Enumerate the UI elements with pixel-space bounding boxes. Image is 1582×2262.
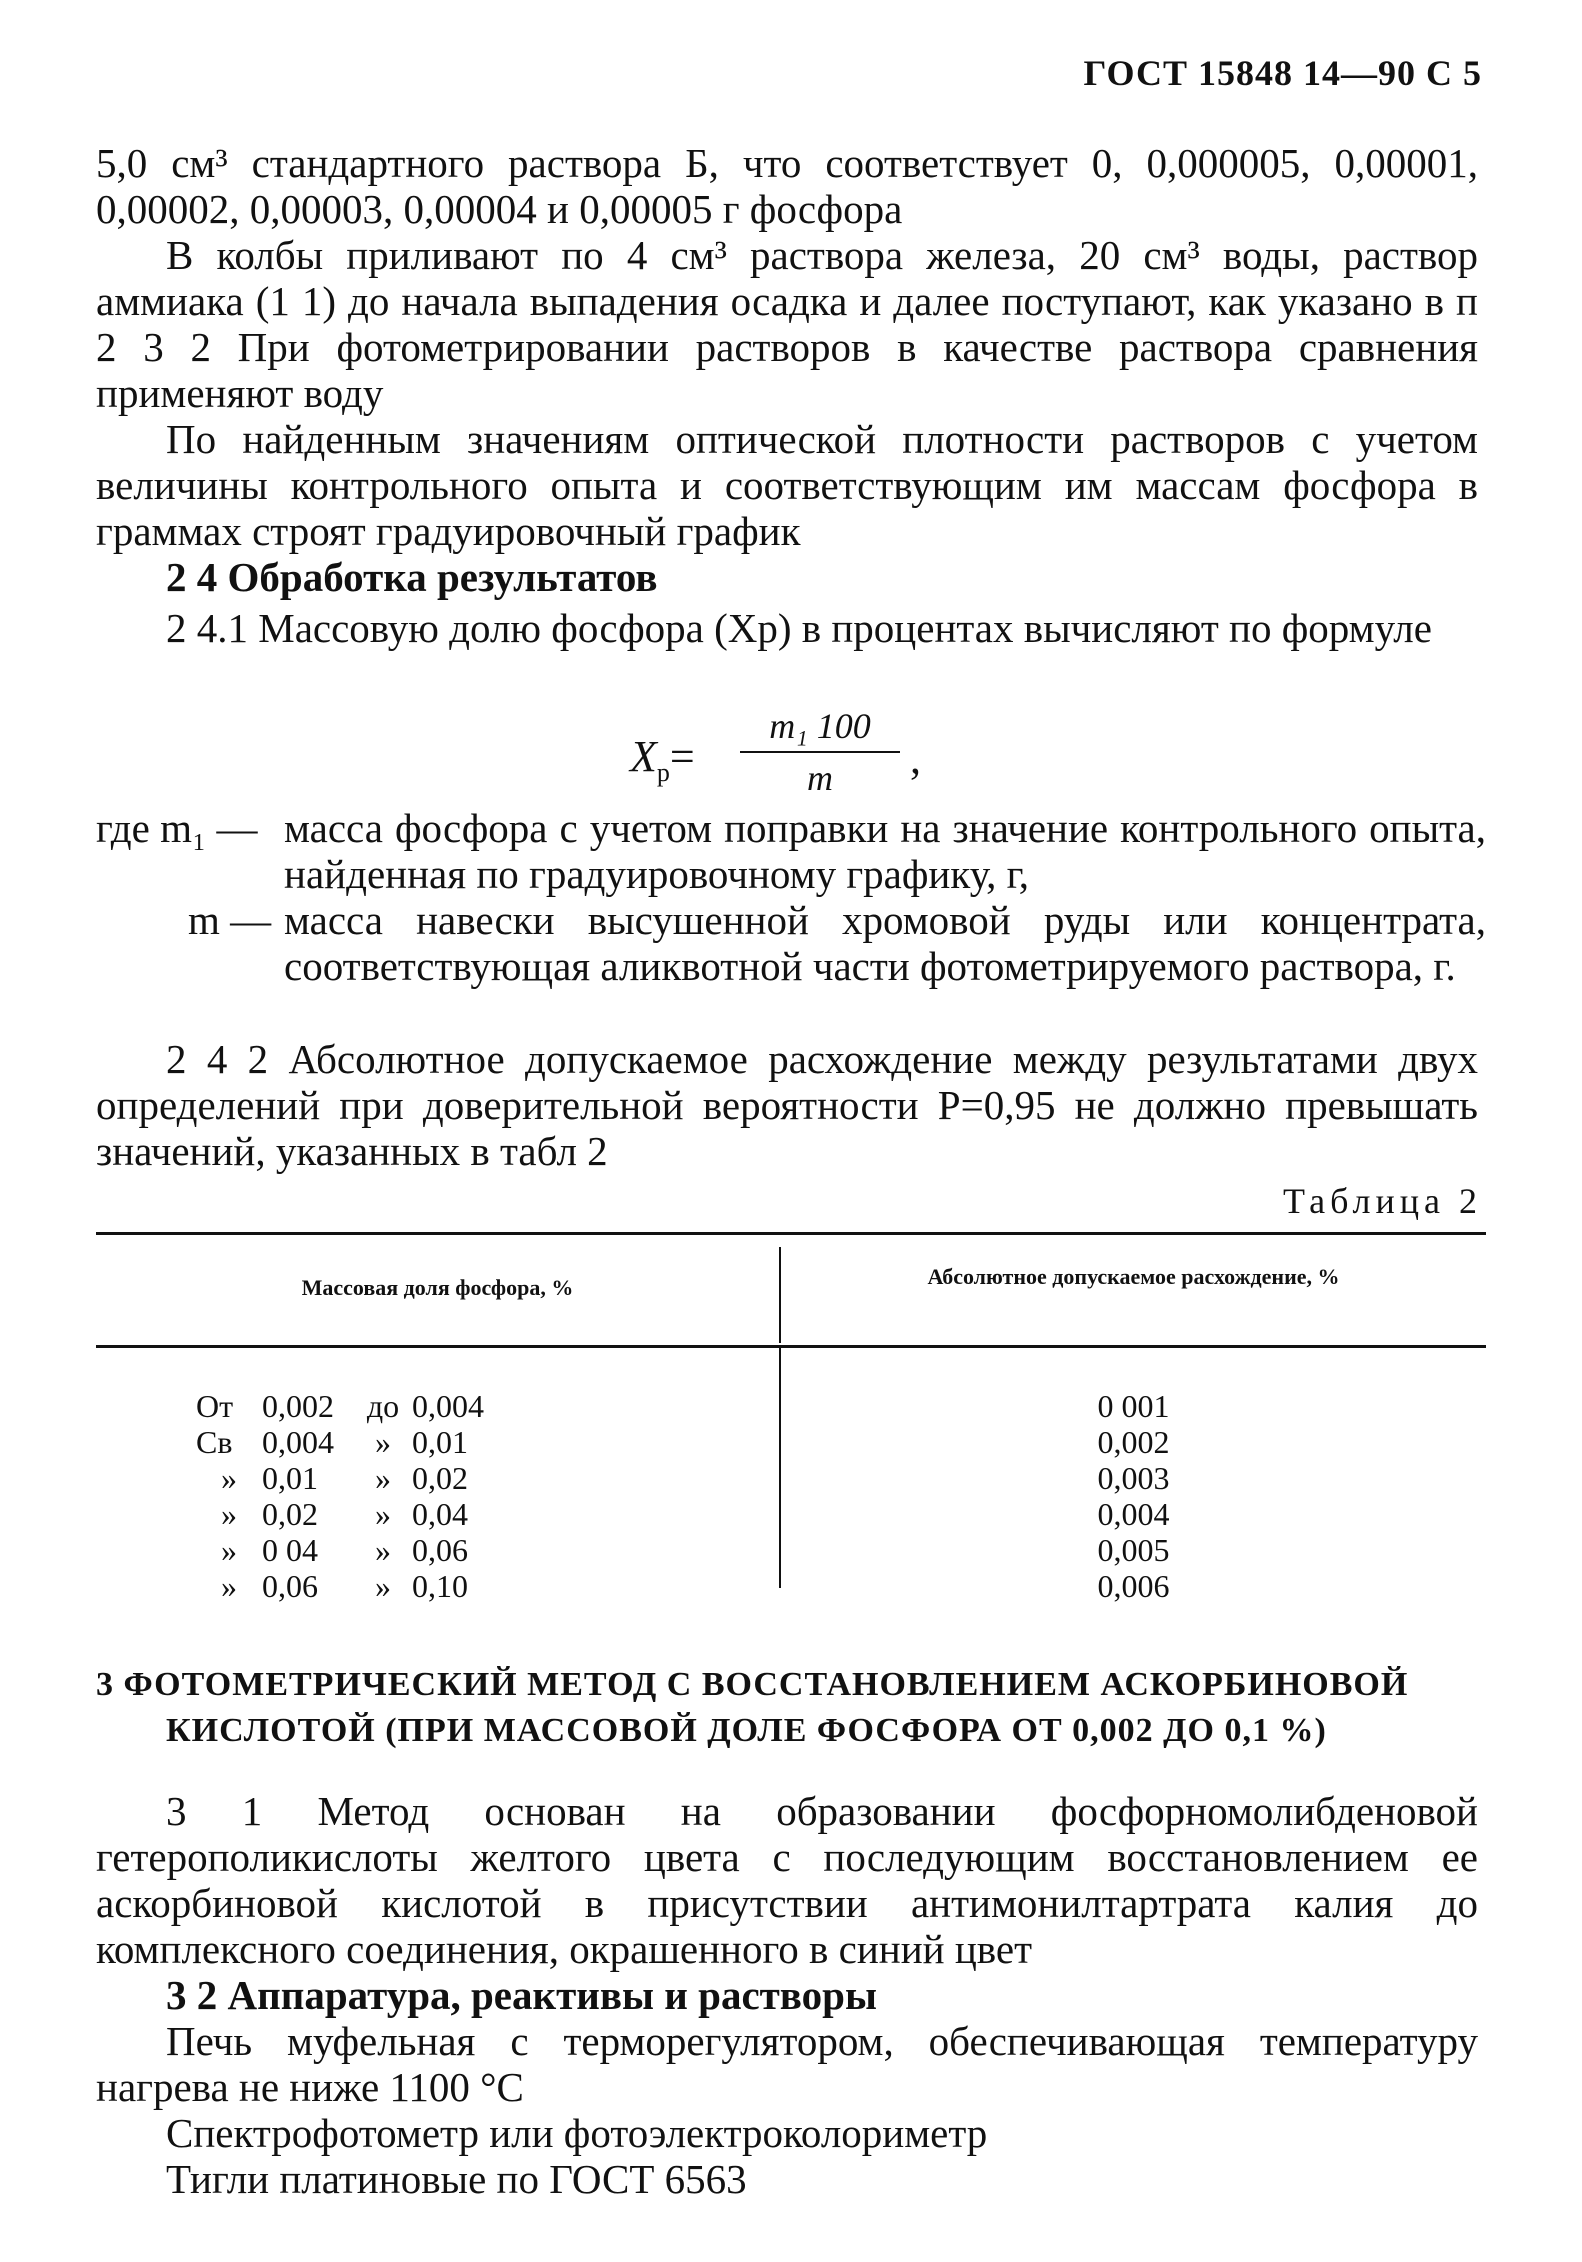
formula-numerator: m₁ 100 (769, 706, 871, 746)
formula-definitions (96, 805, 1486, 989)
definition-m (96, 897, 1486, 989)
table-header-tolerance: Абсолютное допускаемое расхождение, % (927, 1264, 1340, 1289)
subsection-title-results: 2 4 Обработка результатов (166, 554, 658, 600)
table-caption: Таблица 2 (1283, 1181, 1482, 1221)
table-row: » 0 04 » 0,06 0,005 (221, 1532, 1170, 1568)
subsection-title-apparatus: 3 2 Аппаратура, реактивы и растворы (166, 1972, 877, 2018)
paragraph-flask-procedure: В колбы приливают по 4 см³ раствора железа, 20 см³ воды, раствор аммиака (1 1) до начала выпадения осадка и далее поступают, как указано в п 2 3 2 При фотометрировании растворов в качестве раствора сравнения применяют воду (96, 232, 1478, 416)
paragraph-tolerance: 2 4 2 Абсолютное допускаемое расхождение между результатами двух определений при доверительной вероятности P=0,95 не должно превышать значений, указанных в табл 2 (96, 1036, 1478, 1174)
paragraph-platinum-crucibles: Тигли платиновые по ГОСТ 6563 (166, 2156, 747, 2202)
table-row: От 0,002 до 0,004 0 001 (196, 1388, 1170, 1424)
section-3-title-line-1: 3 ФОТОМЕТРИЧЕСКИЙ МЕТОД С ВОССТАНОВЛЕНИЕМ АСКОРБИНОВОЙ (96, 1666, 1409, 1703)
table-header (96, 1235, 1486, 1345)
table-row: » 0,02 » 0,04 0,004 (221, 1496, 1170, 1532)
formula-comma: , (910, 734, 921, 783)
paragraph-muffle-furnace: Печь муфельная с терморегулятором, обеспечивающая температуру нагрева не ниже 1100 °С (96, 2018, 1478, 2110)
definition-text: масса навески высушенной хромовой руды или концентрата, соответствующая аликвотной части фотометрируемого раствора, г. (284, 897, 1486, 989)
definition-m1 (96, 805, 1486, 897)
table-body (96, 1348, 1486, 1628)
fraction-bar (740, 751, 900, 753)
definition-text: масса фосфора с учетом поправки на значение контрольного опыта, найденная по градуировочному графику, г, (284, 805, 1486, 897)
table-column-divider (779, 1247, 781, 1343)
page-header: ГОСТ 15848 14—90 С 5 (1083, 53, 1482, 93)
definition-label: где m₁ — (96, 805, 258, 851)
definition-label: m — (188, 897, 272, 943)
paragraph-calibration-graph: По найденным значениям оптической плотности растворов с учетом величины контрольного опыта и соответствующим им массам фосфора в граммах строят градуировочный график (96, 416, 1478, 554)
paragraph-spectrophotometer: Спектрофотометр или фотоэлектроколориметр (166, 2110, 988, 2156)
paragraph-method-basis: 3 1 Метод основан на образовании фосфорномолибденовой гетерополикислоты желтого цвета с последующим восстановлением ее аскорбиновой кислотой в присутствии антимонилтартрата калия до комплексного соединения, окрашенного в синий цвет (96, 1788, 1478, 1972)
table-header-mass-fraction: Массовая доля фосфора, % (301, 1275, 574, 1300)
formula-lhs: $X_р=$ (630, 732, 695, 787)
paragraph-standard-solution: 5,0 см³ стандартного раствора Б, что соответствует 0, 0,000005, 0,00001, 0,00002, 0,00003, 0,00004 и 0,00005 г фосфора (96, 140, 1478, 232)
section-3-title-line-2: КИСЛОТОЙ (ПРИ МАССОВОЙ ДОЛЕ ФОСФОРА ОТ 0,002 ДО 0,1 %) (166, 1712, 1327, 1749)
table-row: » 0,06 » 0,10 0,006 (221, 1568, 1170, 1604)
tolerance-table (96, 1232, 1486, 1628)
table-row: Св 0,004 » 0,01 0,002 (196, 1424, 1170, 1460)
formula-denominator: m (807, 758, 833, 798)
paragraph-mass-fraction: 2 4.1 Массовую долю фосфора (Xр) в процентах вычисляют по формуле (166, 605, 1432, 651)
table-row: » 0,01 » 0,02 0,003 (221, 1460, 1170, 1496)
formula-fraction (740, 705, 900, 799)
section-3-title (96, 1662, 1486, 1754)
